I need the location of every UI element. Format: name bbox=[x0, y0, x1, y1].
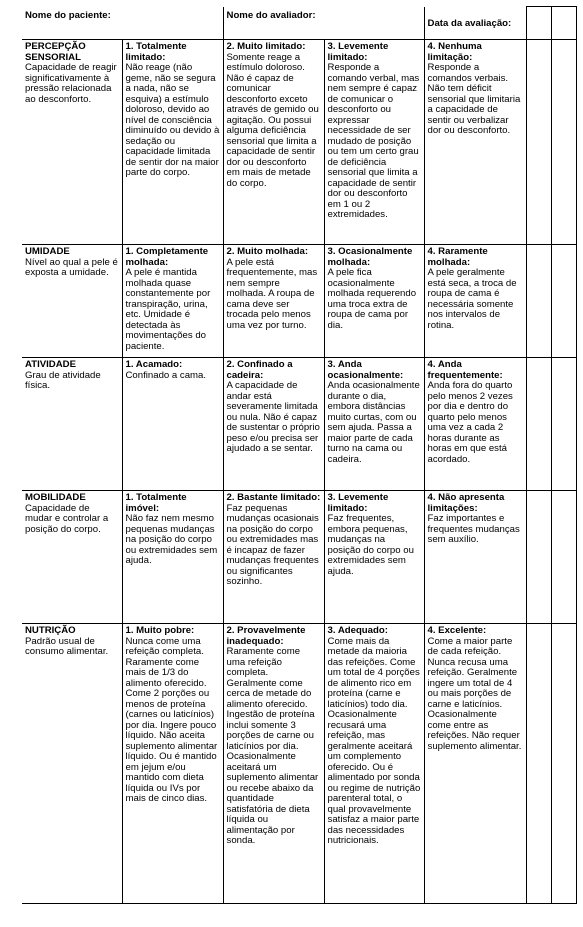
score-cell[interactable] bbox=[526, 40, 551, 245]
option-cell bbox=[122, 624, 223, 904]
evaluator-name-field[interactable] bbox=[223, 7, 424, 40]
row-activity bbox=[22, 358, 576, 491]
option-text: Anda ocasionalmente durante o dia, embora distâncias muito curtas, com ou sem ajuda. Passa a maior parte de cada turno na cama ou cadeira. bbox=[327, 380, 420, 465]
category-description: Capacidade de mudar e controlar a posição do corpo. bbox=[25, 502, 109, 535]
option-text: Responde a comando verbal, mas nem sempre é capaz de comunicar o desconforto ou expressar necessidade de ser mudado de posição ou tem um certo grau de deficiência sensorial que limita a capacidade de sentir dor ou desconforto em 1 ou 2 extremidades. bbox=[327, 62, 420, 220]
option-text: Responde a comandos verbais. Não tem déficit sensorial que limitaria a capacidade de sentir ou verbalizar dor ou desconforto. bbox=[427, 62, 521, 136]
category-title: UMIDADE bbox=[25, 246, 70, 257]
option-text: Faz importantes e frequentes mudanças sem auxílio. bbox=[427, 513, 520, 545]
option-cell bbox=[424, 245, 526, 358]
option-title: 4. Raramente molhada: bbox=[427, 246, 488, 268]
option-cell bbox=[324, 358, 424, 491]
option-cell bbox=[424, 358, 526, 491]
option-title: 4. Não apresenta limitações: bbox=[427, 492, 505, 514]
option-text: Não faz nem mesmo pequenas mudanças na posição do corpo ou extremidades sem ajuda. bbox=[125, 513, 218, 566]
option-title: 3. Adequado: bbox=[327, 625, 388, 636]
option-title: 1. Totalmente limitado: bbox=[125, 41, 187, 63]
option-title: 3. Ocasionalmente molhada: bbox=[327, 246, 413, 268]
option-cell bbox=[122, 491, 223, 624]
option-title: 1. Acamado: bbox=[125, 359, 183, 370]
category-description: Nível ao qual a pele é exposta a umidade. bbox=[25, 256, 118, 278]
option-title: 1. Totalmente imóvel: bbox=[125, 492, 187, 514]
evaluation-date-field[interactable] bbox=[424, 7, 526, 40]
evaluator-name-label: Nome do avaliador: bbox=[226, 9, 316, 21]
option-title: 4. Excelente: bbox=[427, 625, 487, 636]
score-cell[interactable] bbox=[526, 491, 551, 624]
option-cell bbox=[223, 245, 324, 358]
score-cell[interactable] bbox=[526, 358, 551, 491]
patient-name-field[interactable] bbox=[22, 7, 223, 40]
option-title: 4. Nenhuma limitação: bbox=[427, 41, 482, 63]
option-cell bbox=[122, 358, 223, 491]
option-cell bbox=[424, 491, 526, 624]
option-title: 4. Anda frequentemente: bbox=[427, 359, 503, 381]
option-text: Faz pequenas mudanças ocasionais na posição do corpo ou extremidades mas é incapaz de fazer mudanças frequentes ou significantes sozinho. bbox=[226, 502, 319, 587]
score-cell[interactable] bbox=[551, 491, 576, 624]
option-title: 3. Anda ocasionalmente: bbox=[327, 359, 404, 381]
option-text: Come a maior parte de cada refeição. Nunca recusa uma refeição. Geralmente ingere um total de 4 ou mais porções de carne e laticínios. Ocasionalmente come entre as refeições. Não requer suplemento alimentar. bbox=[427, 635, 522, 752]
header-row bbox=[22, 7, 576, 40]
option-cell bbox=[223, 624, 324, 904]
option-title: 2. Bastante limitado: bbox=[226, 492, 321, 503]
category-title: MOBILIDADE bbox=[25, 492, 86, 503]
score-cell[interactable] bbox=[551, 40, 576, 245]
score-cell-header-1[interactable] bbox=[526, 7, 551, 40]
category-cell bbox=[22, 491, 122, 624]
category-title: NUTRIÇÃO bbox=[25, 625, 76, 636]
score-cell[interactable] bbox=[526, 624, 551, 904]
option-text: Faz frequentes, embora pequenas, mudanças na posição do corpo ou extremidades sem ajuda. bbox=[327, 513, 414, 577]
option-text: A capacidade de andar está severamente limitada ou nula. Não é capaz de sustentar o próprio peso e/ou precisa ser ajudado a se sentar. bbox=[226, 380, 320, 454]
option-cell bbox=[122, 40, 223, 245]
option-title: 1. Muito pobre: bbox=[125, 625, 195, 636]
option-title: 2. Confinado a cadeira: bbox=[226, 359, 293, 381]
option-cell bbox=[324, 40, 424, 245]
option-cell bbox=[424, 40, 526, 245]
option-cell bbox=[223, 358, 324, 491]
score-cell[interactable] bbox=[551, 624, 576, 904]
row-mobility bbox=[22, 491, 576, 624]
category-title: ATIVIDADE bbox=[25, 359, 76, 370]
option-cell bbox=[324, 245, 424, 358]
option-text: Nunca come uma refeição completa. Raramente come mais de 1/3 do alimento oferecido. Come 2 porções ou menos de proteína (carnes ou laticínios) por dia. Ingere pouco líquido. Não aceita suplemento alimentar líquido. Ou é mantido em jejum e/ou mantido com dieta líquida ou IVs por mais de cinco dias. bbox=[125, 635, 218, 804]
option-text: A pele está frequentemente, mas nem sempre molhada. A roupa de cama deve ser trocada pelo menos uma vez por turno. bbox=[226, 256, 318, 331]
option-cell bbox=[223, 40, 324, 245]
option-title: 2. Muito limitado: bbox=[226, 41, 306, 52]
category-title: PERCEPÇÃO SENSORIAL bbox=[25, 41, 86, 63]
option-text: Raramente come uma refeição completa. Geralmente come cerca de metade do alimento oferecido. Ingestão de proteína inclui somente 3 porções de carne ou laticínios por dia. Ocasionalmente aceitará um suplemento alimentar ou recebe abaixo da quantidade satisfatória de dieta líquida ou alimentação por sonda. bbox=[226, 646, 319, 846]
option-text: Confinado a cama. bbox=[125, 369, 207, 381]
category-cell bbox=[22, 624, 122, 904]
option-text: Não reage (não geme, não se segura a nada, não se esquiva) a estímulo doloroso, devido ao nível de consciência diminuído ou devido à sedação ou capacidade limitada de sentir dor na maior parte do corpo. bbox=[125, 62, 220, 178]
score-cell[interactable] bbox=[551, 245, 576, 358]
option-title: 2. Muito molhada: bbox=[226, 246, 309, 257]
category-description: Grau de atividade física. bbox=[25, 369, 101, 391]
braden-table bbox=[22, 6, 577, 904]
score-cell-header-2[interactable] bbox=[551, 7, 576, 40]
category-cell bbox=[22, 358, 122, 491]
option-title: 3. Levemente limitado: bbox=[327, 492, 389, 514]
score-cell[interactable] bbox=[551, 358, 576, 491]
option-cell bbox=[223, 491, 324, 624]
option-text: Somente reage a estímulo doloroso. Não é capaz de comunicar desconforto exceto através de gemido ou agitação. Ou possui alguma deficiência sensorial que limita a capacidade de sentir dor ou desconforto em mais de metade do corpo. bbox=[226, 51, 319, 189]
row-nutrition bbox=[22, 624, 576, 904]
option-text: Come mais da metade da maioria das refeições. Come um total de 4 porções de alimento rico em proteína (carne e laticínios) todo dia. Ocasionalmente recusará uma refeição, mas geralmente aceitará um complemento oferecido. Ou é alimentado por sonda ou regime de nutrição parenteral total, o qual provavelmente satisfaz a maior parte das necessidades nutricionais. bbox=[327, 635, 421, 846]
option-title: 1. Completamente molhada: bbox=[125, 246, 209, 268]
category-description: Capacidade de reagir significativamente à pressão relacionada ao desconforto. bbox=[25, 62, 117, 105]
option-cell bbox=[324, 491, 424, 624]
option-title: 2. Provavelmente inadequado: bbox=[226, 625, 306, 647]
category-cell bbox=[22, 245, 122, 358]
score-cell[interactable] bbox=[526, 245, 551, 358]
category-description: Padrão usual de consumo alimentar. bbox=[25, 635, 109, 657]
option-cell bbox=[324, 624, 424, 904]
option-title: 3. Levemente limitado: bbox=[327, 41, 389, 63]
option-cell bbox=[122, 245, 223, 358]
option-text: Anda fora do quarto pelo menos 2 vezes por dia e dentro do quarto pelo menos uma vez a cada 2 horas durante as horas em que está acordado. bbox=[427, 380, 513, 465]
option-text: A pele é mantida molhada quase constantemente por transpiração, urina, etc. Umidade é detectada às movimentações do paciente. bbox=[125, 267, 211, 352]
patient-name-label: Nome do paciente: bbox=[25, 9, 111, 21]
option-cell bbox=[424, 624, 526, 904]
evaluation-date-label: Data da avaliação: bbox=[427, 17, 512, 29]
category-cell bbox=[22, 40, 122, 245]
option-text: A pele fica ocasionalmente molhada requerendo uma troca extra de roupa de cama por dia. bbox=[327, 267, 417, 331]
row-moisture bbox=[22, 245, 576, 358]
option-text: A pele geralmente está seca, a troca de roupa de cama é necessária somente nos intervalos de rotina. bbox=[427, 267, 517, 331]
row-sensory-perception bbox=[22, 40, 576, 245]
